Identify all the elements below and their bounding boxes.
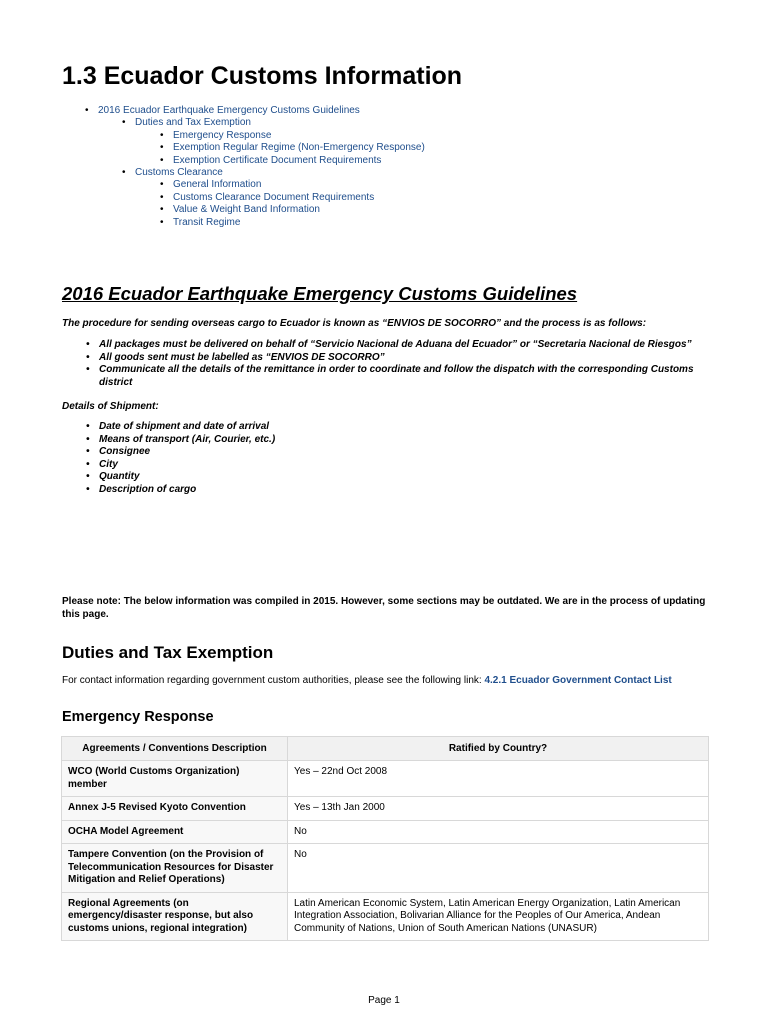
toc-link-value-weight[interactable]: Value & Weight Band Information bbox=[173, 204, 320, 216]
table-row bbox=[62, 892, 709, 941]
list-item: • All packages must be delivered on behalf of “Servicio Nacional de Aduana del Ecuador” or “Secretaria Nacional de Riesgos” bbox=[99, 339, 714, 352]
toc-item[interactable] bbox=[98, 217, 425, 229]
table-cell: Yes – 22nd Oct 2008 bbox=[288, 761, 709, 797]
guidelines-intro: The procedure for sending overseas cargo to Ecuador is known as “ENVIOS DE SOCORRO” and the process is as follows: bbox=[62, 318, 647, 329]
table-header-row bbox=[62, 737, 709, 761]
toc-item[interactable] bbox=[98, 192, 425, 204]
list-item: • Consignee bbox=[99, 446, 275, 459]
toc-link-transit-regime[interactable]: Transit Regime bbox=[173, 216, 241, 228]
list-item: • City bbox=[99, 459, 275, 472]
column-header: Agreements / Conventions Description bbox=[62, 737, 288, 761]
toc-link-emergency-response[interactable]: Emergency Response bbox=[173, 129, 272, 141]
table-of-contents bbox=[98, 105, 425, 229]
table-row bbox=[62, 820, 709, 844]
table-row bbox=[62, 844, 709, 893]
table-cell: Regional Agreements (on emergency/disaster response, but also customs unions, regional integration) bbox=[62, 892, 288, 941]
table-cell: WCO (World Customs Organization) member bbox=[62, 761, 288, 797]
column-header: Ratified by Country? bbox=[288, 737, 709, 761]
emergency-response-table bbox=[61, 736, 709, 941]
emergency-response-heading: Emergency Response bbox=[62, 709, 214, 725]
list-item: • All goods sent must be labelled as “ENVIOS DE SOCORRO” bbox=[99, 352, 714, 365]
table-cell: Yes – 13th Jan 2000 bbox=[288, 797, 709, 821]
table-cell: Latin American Economic System, Latin American Energy Organization, Latin American Integration Association, Bolivarian Alliance for the Peoples of Our America, Andean Community of Nations, Union of South American Nations (UNASUR) bbox=[288, 892, 709, 941]
page-title: 1.3 Ecuador Customs Information bbox=[62, 62, 463, 90]
guidelines-heading: 2016 Ecuador Earthquake Emergency Customs Guidelines bbox=[62, 283, 578, 304]
table-cell: OCHA Model Agreement bbox=[62, 820, 288, 844]
contact-paragraph bbox=[62, 675, 672, 686]
duties-heading: Duties and Tax Exemption bbox=[62, 643, 274, 662]
toc-item[interactable] bbox=[98, 142, 425, 154]
guidelines-rules-list bbox=[99, 339, 714, 389]
toc-link-clearance-docs[interactable]: Customs Clearance Document Requirements bbox=[173, 191, 375, 203]
table-row bbox=[62, 797, 709, 821]
toc-link-guidelines[interactable]: 2016 Ecuador Earthquake Emergency Customs Guidelines bbox=[98, 105, 360, 116]
table-cell: No bbox=[288, 820, 709, 844]
shipment-details-list bbox=[99, 421, 275, 497]
list-item: • Communicate all the details of the remittance in order to coordinate and follow the dispatch with the corresponding Customs district bbox=[99, 364, 714, 389]
toc-item[interactable] bbox=[98, 155, 425, 167]
table-cell: Annex J-5 Revised Kyoto Convention bbox=[62, 797, 288, 821]
details-label: Details of Shipment: bbox=[62, 401, 159, 412]
table-cell: No bbox=[288, 844, 709, 893]
contact-text: For contact information regarding government custom authorities, please see the following link: bbox=[62, 675, 485, 686]
toc-link-exemption-certificate[interactable]: Exemption Certificate Document Requirements bbox=[173, 154, 382, 166]
toc-item[interactable] bbox=[98, 204, 425, 216]
toc-link-exemption-regular[interactable]: Exemption Regular Regime (Non-Emergency Response) bbox=[173, 142, 425, 154]
table-row bbox=[62, 761, 709, 797]
toc-item[interactable] bbox=[98, 167, 425, 179]
list-item: • Quantity bbox=[99, 471, 275, 484]
toc-item[interactable] bbox=[98, 117, 425, 129]
toc-link-general-info[interactable]: General Information bbox=[173, 179, 262, 191]
contact-list-link[interactable]: 4.2.1 Ecuador Government Contact List bbox=[484, 675, 672, 686]
toc-link-customs-clearance[interactable]: Customs Clearance bbox=[135, 167, 223, 179]
toc-item[interactable] bbox=[98, 179, 425, 191]
list-item: • Means of transport (Air, Courier, etc.) bbox=[99, 434, 275, 447]
toc-item[interactable] bbox=[98, 105, 425, 117]
outdated-note: Please note: The below information was compiled in 2015. However, some sections may be outdated. We are in the process of updating this page. bbox=[62, 596, 706, 620]
table-cell: Tampere Convention (on the Provision of Telecommunication Resources for Disaster Mitigation and Relief Operations) bbox=[62, 844, 288, 893]
toc-item[interactable] bbox=[98, 130, 425, 142]
list-item: • Description of cargo bbox=[99, 484, 275, 497]
toc-link-duties[interactable]: Duties and Tax Exemption bbox=[135, 117, 251, 129]
list-item: • Date of shipment and date of arrival bbox=[99, 421, 275, 434]
page-number: Page 1 bbox=[368, 995, 400, 1006]
